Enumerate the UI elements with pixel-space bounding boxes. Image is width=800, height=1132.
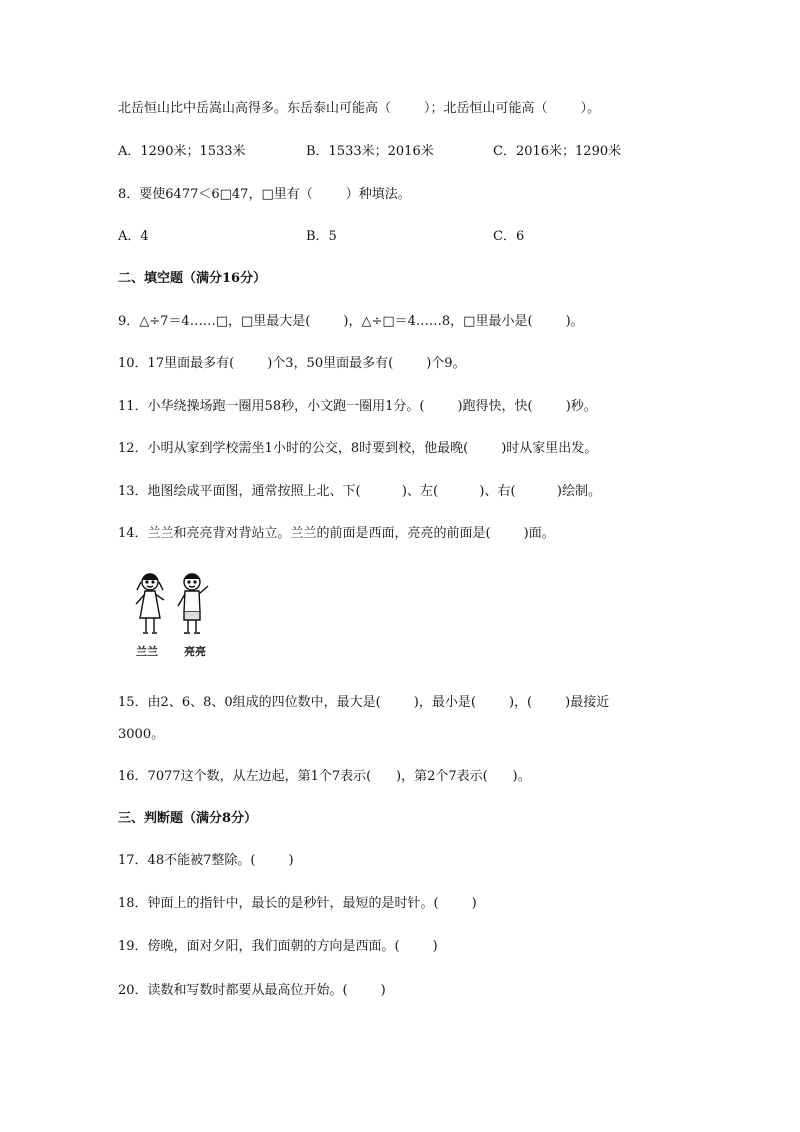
question-9: 9．△÷7＝4……□，□里最大是( )，△÷□＝4……8，□里最小是( )。 [118,314,584,329]
question-14: 14．兰兰和亮亮背对背站立。兰兰的前面是西面，亮亮的前面是( )面。 [118,526,555,541]
question-12: 12．小明从家到学校需坐1小时的公交，8时要到校，他最晚( )时从家里出发。 [118,441,598,456]
question-11: 11．小华绕操场跑一圈用58秒，小文跑一圈用1分。( )跑得快，快( )秒。 [118,399,597,414]
question-19: 19．傍晚，面对夕阳，我们面朝的方向是西面。( ) [118,939,438,954]
q7-stem: 北岳恒山比中岳嵩山高得多。东岳泰山可能高（ ）；北岳恒山可能高（ ）。 [118,101,601,116]
question-15: 15．由2、6、8、0组成的四位数中，最大是( )，最小是( )，( )最接近 [118,695,610,710]
children-illustration [128,570,224,640]
section3-heading: 三、判断题（满分8分） [118,811,258,826]
boy-liangliang-drawing [178,574,208,633]
q8-stem: 8．要使6477＜6□47，□里有（ ）种填法。 [118,187,411,202]
question-10: 10．17里面最多有( )个3，50里面最多有( )个9。 [118,356,466,371]
question-13: 13．地图绘成平面图，通常按照上北、下( )、左( )、右( )绘制。 [118,484,601,499]
q8-option-a[interactable]: A．4 [118,229,149,244]
figure-label-lanlan: 兰兰 [136,645,158,658]
question-16: 16．7077这个数，从左边起，第1个7表示( )，第2个7表示( )。 [118,769,531,784]
question-20: 20．读数和写数时都要从最高位开始。( ) [118,983,386,998]
figure-label-liangliang: 亮亮 [184,645,206,658]
girl-lanlan-drawing [136,574,164,633]
question-17: 17．48不能被7整除。( ) [118,853,294,868]
q8-option-b[interactable]: B．5 [306,229,337,244]
q7-option-c[interactable]: C．2016米；1290米 [493,144,622,159]
q7-option-a[interactable]: A．1290米；1533米 [118,144,246,159]
q8-option-c[interactable]: C．6 [493,229,525,244]
section2-heading: 二、填空题（满分16分） [118,271,267,286]
q7-option-b[interactable]: B．1533米；2016米 [306,144,434,159]
question-18: 18．钟面上的指针中，最长的是秒针，最短的是时针。( ) [118,896,477,911]
question-15-continued: 3000。 [118,727,165,742]
